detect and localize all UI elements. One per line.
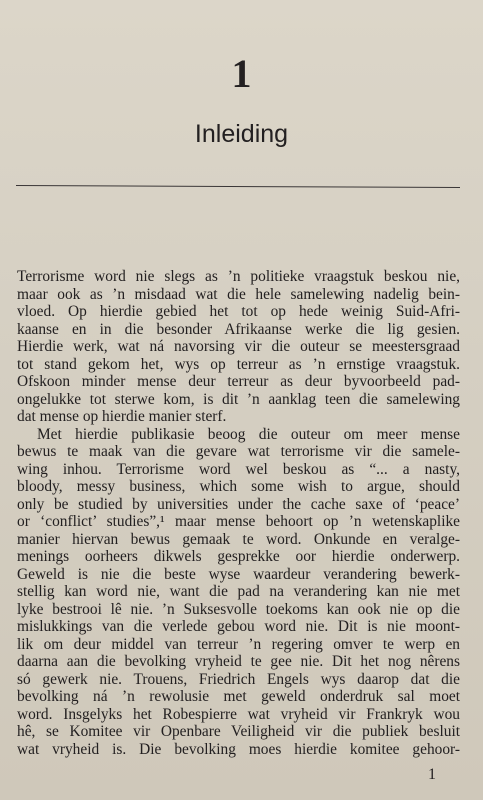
text-line: mislukkings van die verlede gebou word nie. Dit is nie moont- <box>17 618 460 635</box>
chapter-number: 1 <box>231 51 252 96</box>
text-line: bewus te maak van die gevare wat terrorisme vir die samele- <box>17 443 460 460</box>
text-line: vloed. Op hierdie gebied het tot op hede weinig Suid-Afri- <box>17 303 460 320</box>
text-line: Ofskoon minder mense deur terreur as deur byvoorbeeld pad- <box>17 373 460 390</box>
text-line: hê, se Komitee vir Openbare Veiligheid vir die publiek besluit <box>17 723 460 740</box>
text-line: menings oorheers dikwels gesprekke oor hierdie onderwerp. <box>17 548 460 565</box>
text-line: Geweld is nie die beste wyse waardeur verandering bewerk- <box>17 565 460 583</box>
text-line: tot stand gekom het, wys op terreur as ’n ernstige vraagstuk. <box>17 355 460 373</box>
page-number: 1 <box>428 766 436 783</box>
text-line: wing inhou. Terrorisme word wel beskou as “... a nasty, <box>17 460 460 478</box>
text-line: Hierdie werk, wat ná navorsing vir die outeur se meestersgraad <box>17 338 460 355</box>
text-line: bloody, messy business, which some wish to argue, should <box>17 478 460 495</box>
chapter-title: Inleiding <box>194 120 289 148</box>
text-line: Terrorisme word nie slegs as ’n politieke vraagstuk beskou nie, <box>17 268 460 285</box>
text-line: or ‘conflict’ studies”,¹ maar mense behoort op ’n wetenskaplike <box>17 513 460 530</box>
text-line: only be studied by universities under the cache saxe of ‘peace’ <box>17 495 460 513</box>
text-line: maar ook as ’n misdaad wat die hele samelewing nadelig bein- <box>17 285 460 303</box>
text-line: lyke bestrooi lê nie. ’n Suksesvolle toekoms kan ook nie op die <box>17 600 460 618</box>
text-line: kaanse en in die besonder Afrikaanse werke die lig gesien. <box>17 320 460 338</box>
text-line: lik om deur middel van terreur ’n regering omver te werp en <box>17 635 460 653</box>
text-line: ongelukke tot sterwe kom, is dit ’n aanklag teen die samelewing <box>17 390 460 408</box>
title-divider-rule <box>16 185 460 188</box>
text-line: dat mense op hierdie manier sterf. <box>17 408 227 425</box>
text-line: Met hierdie publikasie beoog die outeur om meer mense <box>37 425 460 443</box>
body-text <box>17 268 460 758</box>
text-line: daarna aan die bevolking vryheid te gee nie. Dit het nog nêrens <box>17 653 460 670</box>
text-line: stellig kan word nie, want die pad na verandering kan nie met <box>17 583 460 600</box>
text-line: word. Insgelyks het Robespierre wat vryheid vir Frankryk wou <box>17 705 460 723</box>
text-line: manier hiervan bewus gemaak te word. Onkunde en veralge- <box>17 530 460 548</box>
text-line: bevolking ná ’n rewolusie met geweld onderdruk sal moet <box>17 688 460 705</box>
text-line: wat vryheid is. Die bevolking moes hierdie komitee gehoor- <box>17 740 460 758</box>
text-line: só gewerk nie. Trouens, Friedrich Engels wys daarop dat die <box>17 670 460 688</box>
